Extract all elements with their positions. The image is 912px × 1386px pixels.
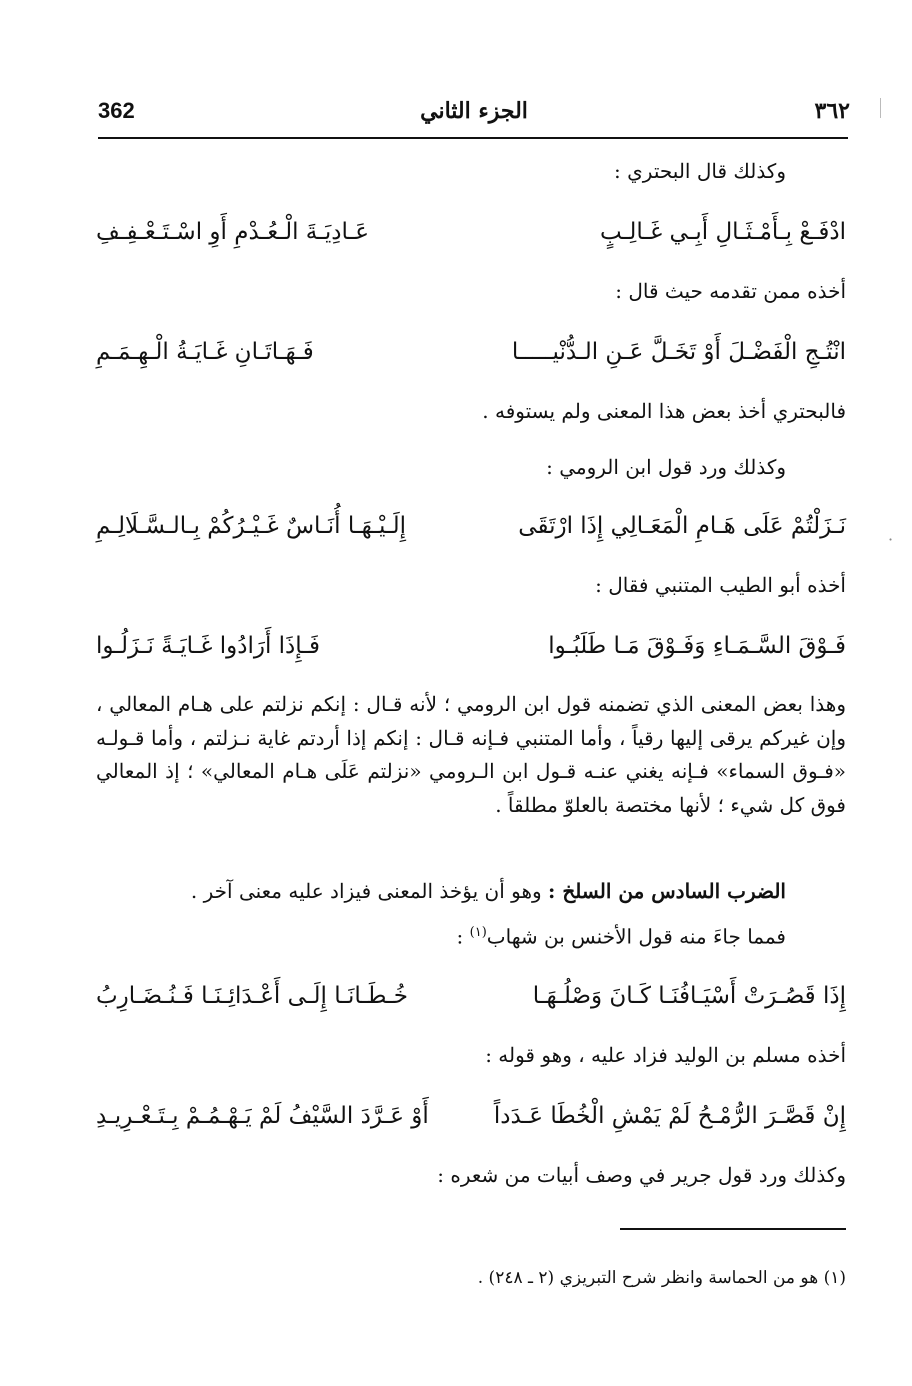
verse-1-first-hemistich: ادْفَـعْ بِـأَمْـثَـالِ أَبِـي غَـالِـبٍ	[600, 219, 846, 245]
verse-1-second-hemistich: عَـادِيَـةَ الْـعُـدْمِ أَوِ اسْـتَـعْـفِـفِ	[96, 219, 369, 245]
intro-line-5: أخذه مسلم بن الوليد فزاد عليه ، وهو قوله :	[485, 1043, 846, 1067]
paragraph-4-colon: :	[456, 924, 470, 949]
intro-line-1: وكذلك قال البحتري :	[614, 159, 786, 183]
verse-6-second-hemistich: أَوْ عَـرَّدَ السَّيْفُ لَمْ يَـهْـمُـمْ بِـتَـعْـرِيـدِ	[96, 1103, 429, 1129]
paragraph-2: وهذا بعض المعنى الذي تضمنه قول ابن الرومي ؛ لأنه قـال : إنكم نزلتم على هـام المعالي ، وإن غيركم يرقى إليها رقياً ، وأما المتنبي فـإنه قـال : إنكم إذا أردتم غاية نـزلتم ، وأما قـولـه «فـوق السماء» فـإنه يغني عنـه قـول ابن الـرومي «نزلتم عَلَى هـام المعالي» ؛ إذ المعالي فوق كل شيء ؛ لأنها مختصة بالعلوّ مطلقاً .	[96, 692, 846, 817]
paragraph-4	[457, 918, 786, 952]
intro-line-2: أخذه ممن تقدمه حيث قال :	[615, 279, 846, 303]
footnote-rule	[620, 1228, 846, 1230]
intro-line-6: وكذلك ورد قول جرير في وصف أبيات من شعره :	[437, 1163, 846, 1187]
header-rule	[98, 137, 848, 139]
verse-5	[96, 976, 846, 1016]
section-definition: وهو أن يؤخذ المعنى فيزاد عليه معنى آخر .	[190, 879, 549, 903]
verse-4-second-hemistich: فَـإِذَا أَرَادُوا غَـايَـةً نَـزَلُـوا	[96, 633, 321, 659]
page-number-latin: 362	[98, 98, 135, 123]
footnote: (١) هو من الحماسة وانظر شرح التبريزي (٢ ـ ٢٤٨) .	[477, 1268, 846, 1288]
margin-dot: ·	[888, 530, 894, 549]
footnote-reference: (١)	[469, 925, 487, 940]
paragraph-1: فالبحتري أخذ بعض هذا المعنى ولم يستوفه .	[482, 399, 846, 423]
verse-2-first-hemistich: انْتُـجِ الْفَضْـلَ أَوْ تَخَـلَّ عَـنِ الـدُّنْيـــــا	[511, 339, 846, 365]
verse-2-second-hemistich: فَـهَـاتَـانِ غَـايَـةُ الْـهِـمَـمِ	[96, 339, 314, 365]
running-title: الجزء الثاني	[420, 98, 528, 124]
paragraph-4-text: فمما جاءَ منه قول الأخنس بن شهاب	[486, 924, 786, 949]
intro-line-4: أخذه أبو الطيب المتنبي فقال :	[595, 573, 846, 597]
verse-3-first-hemistich: نَـزَلْتُمْ عَلَى هَـامِ الْمَعَـالِي إِذَا ارْتَقَى	[518, 513, 846, 539]
verse-1	[96, 212, 846, 252]
verse-2	[96, 332, 846, 372]
verse-5-first-hemistich: إِذَا قَصُـرَتْ أَسْيَـافُنَـا كَـانَ وَصْلُـهَـا	[532, 983, 846, 1009]
verse-4	[96, 626, 846, 666]
page-header	[98, 96, 850, 136]
verse-3	[96, 506, 846, 546]
intro-line-3: وكذلك ورد قول ابن الرومي :	[546, 455, 786, 479]
verse-5-second-hemistich: خُـطَـانَـا إِلَـى أَعْـدَائِـنَـا فَـنُـضَـارِبُ	[96, 983, 408, 1009]
verse-4-first-hemistich: فَـوْقَ السَّـمَـاءِ وَفَـوْقَ مَـا طَلَبُـوا	[548, 633, 846, 659]
verse-6	[96, 1096, 846, 1136]
section-heading: الضرب السادس من السلخ :	[548, 879, 786, 903]
verse-3-second-hemistich: إِلَـيْـهَـا أُنَـاسٌ غَـيْـرُكُمْ بِـالـسَّـلَالِـمِ	[96, 513, 407, 539]
margin-mark	[880, 98, 881, 118]
section-heading-line	[191, 876, 786, 906]
page-number-arabic: ٣٦٢	[814, 98, 850, 124]
verse-6-first-hemistich: إِنْ قَصَّـرَ الرُّمْـحُ لَمْ يَمْشِ الْخُطَا عَـدَداً	[493, 1103, 846, 1129]
